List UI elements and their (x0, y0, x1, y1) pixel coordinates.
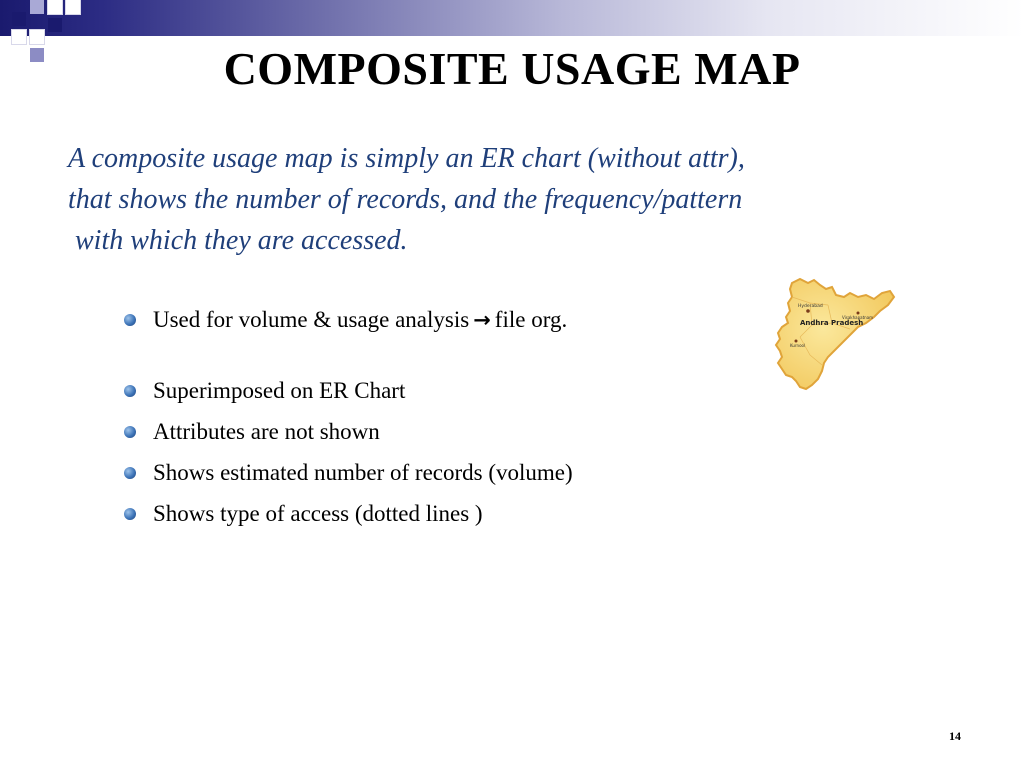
bullet-marker-icon (124, 385, 136, 397)
decorative-square (48, 0, 62, 14)
decorative-square (48, 18, 62, 32)
bullet-marker-icon (124, 426, 136, 438)
slide-title: COMPOSITE USAGE MAP (223, 43, 801, 94)
top-decorative-band (0, 0, 1024, 36)
bullet-text: file org. (494, 307, 568, 332)
bullet-item (124, 307, 567, 333)
bullet-marker-icon (124, 467, 136, 479)
andhra-pradesh-map-image (770, 275, 898, 393)
decorative-square (12, 12, 26, 26)
page-number: 14 (949, 729, 961, 743)
intro-line: with which they are accessed. (68, 225, 408, 256)
bullet-text: Shows type of access (dotted lines ) (153, 501, 483, 526)
map-city-label: Visakhapatnam (842, 315, 874, 320)
bullet-text: Superimposed on ER Chart (153, 378, 406, 403)
bullet-item (124, 460, 573, 486)
bullet-text: Shows estimated number of records (volume) (153, 460, 573, 485)
right-arrow-icon: → (473, 308, 491, 332)
map-city-label: Hyderabad (798, 304, 823, 309)
decorative-square (66, 0, 80, 14)
map-state-label: Andhra Pradesh (800, 319, 864, 327)
bullet-text: Attributes are not shown (153, 419, 380, 444)
intro-line: A composite usage map is simply an ER chart (without attr), (68, 143, 745, 174)
bullet-item (124, 378, 405, 404)
bullet-item (124, 501, 483, 527)
decorative-square (30, 0, 44, 14)
intro-paragraph (68, 138, 928, 261)
bullet-marker-icon (124, 508, 136, 520)
bullet-text: Used for volume & usage analysis (153, 307, 470, 332)
bullet-item (124, 419, 380, 445)
state-outline (776, 279, 894, 389)
map-city-label: Kurnool (790, 343, 806, 348)
intro-line: that shows the number of records, and the frequency/pattern (68, 184, 743, 215)
bullet-marker-icon (124, 314, 136, 326)
city-marker-icon (806, 309, 810, 313)
